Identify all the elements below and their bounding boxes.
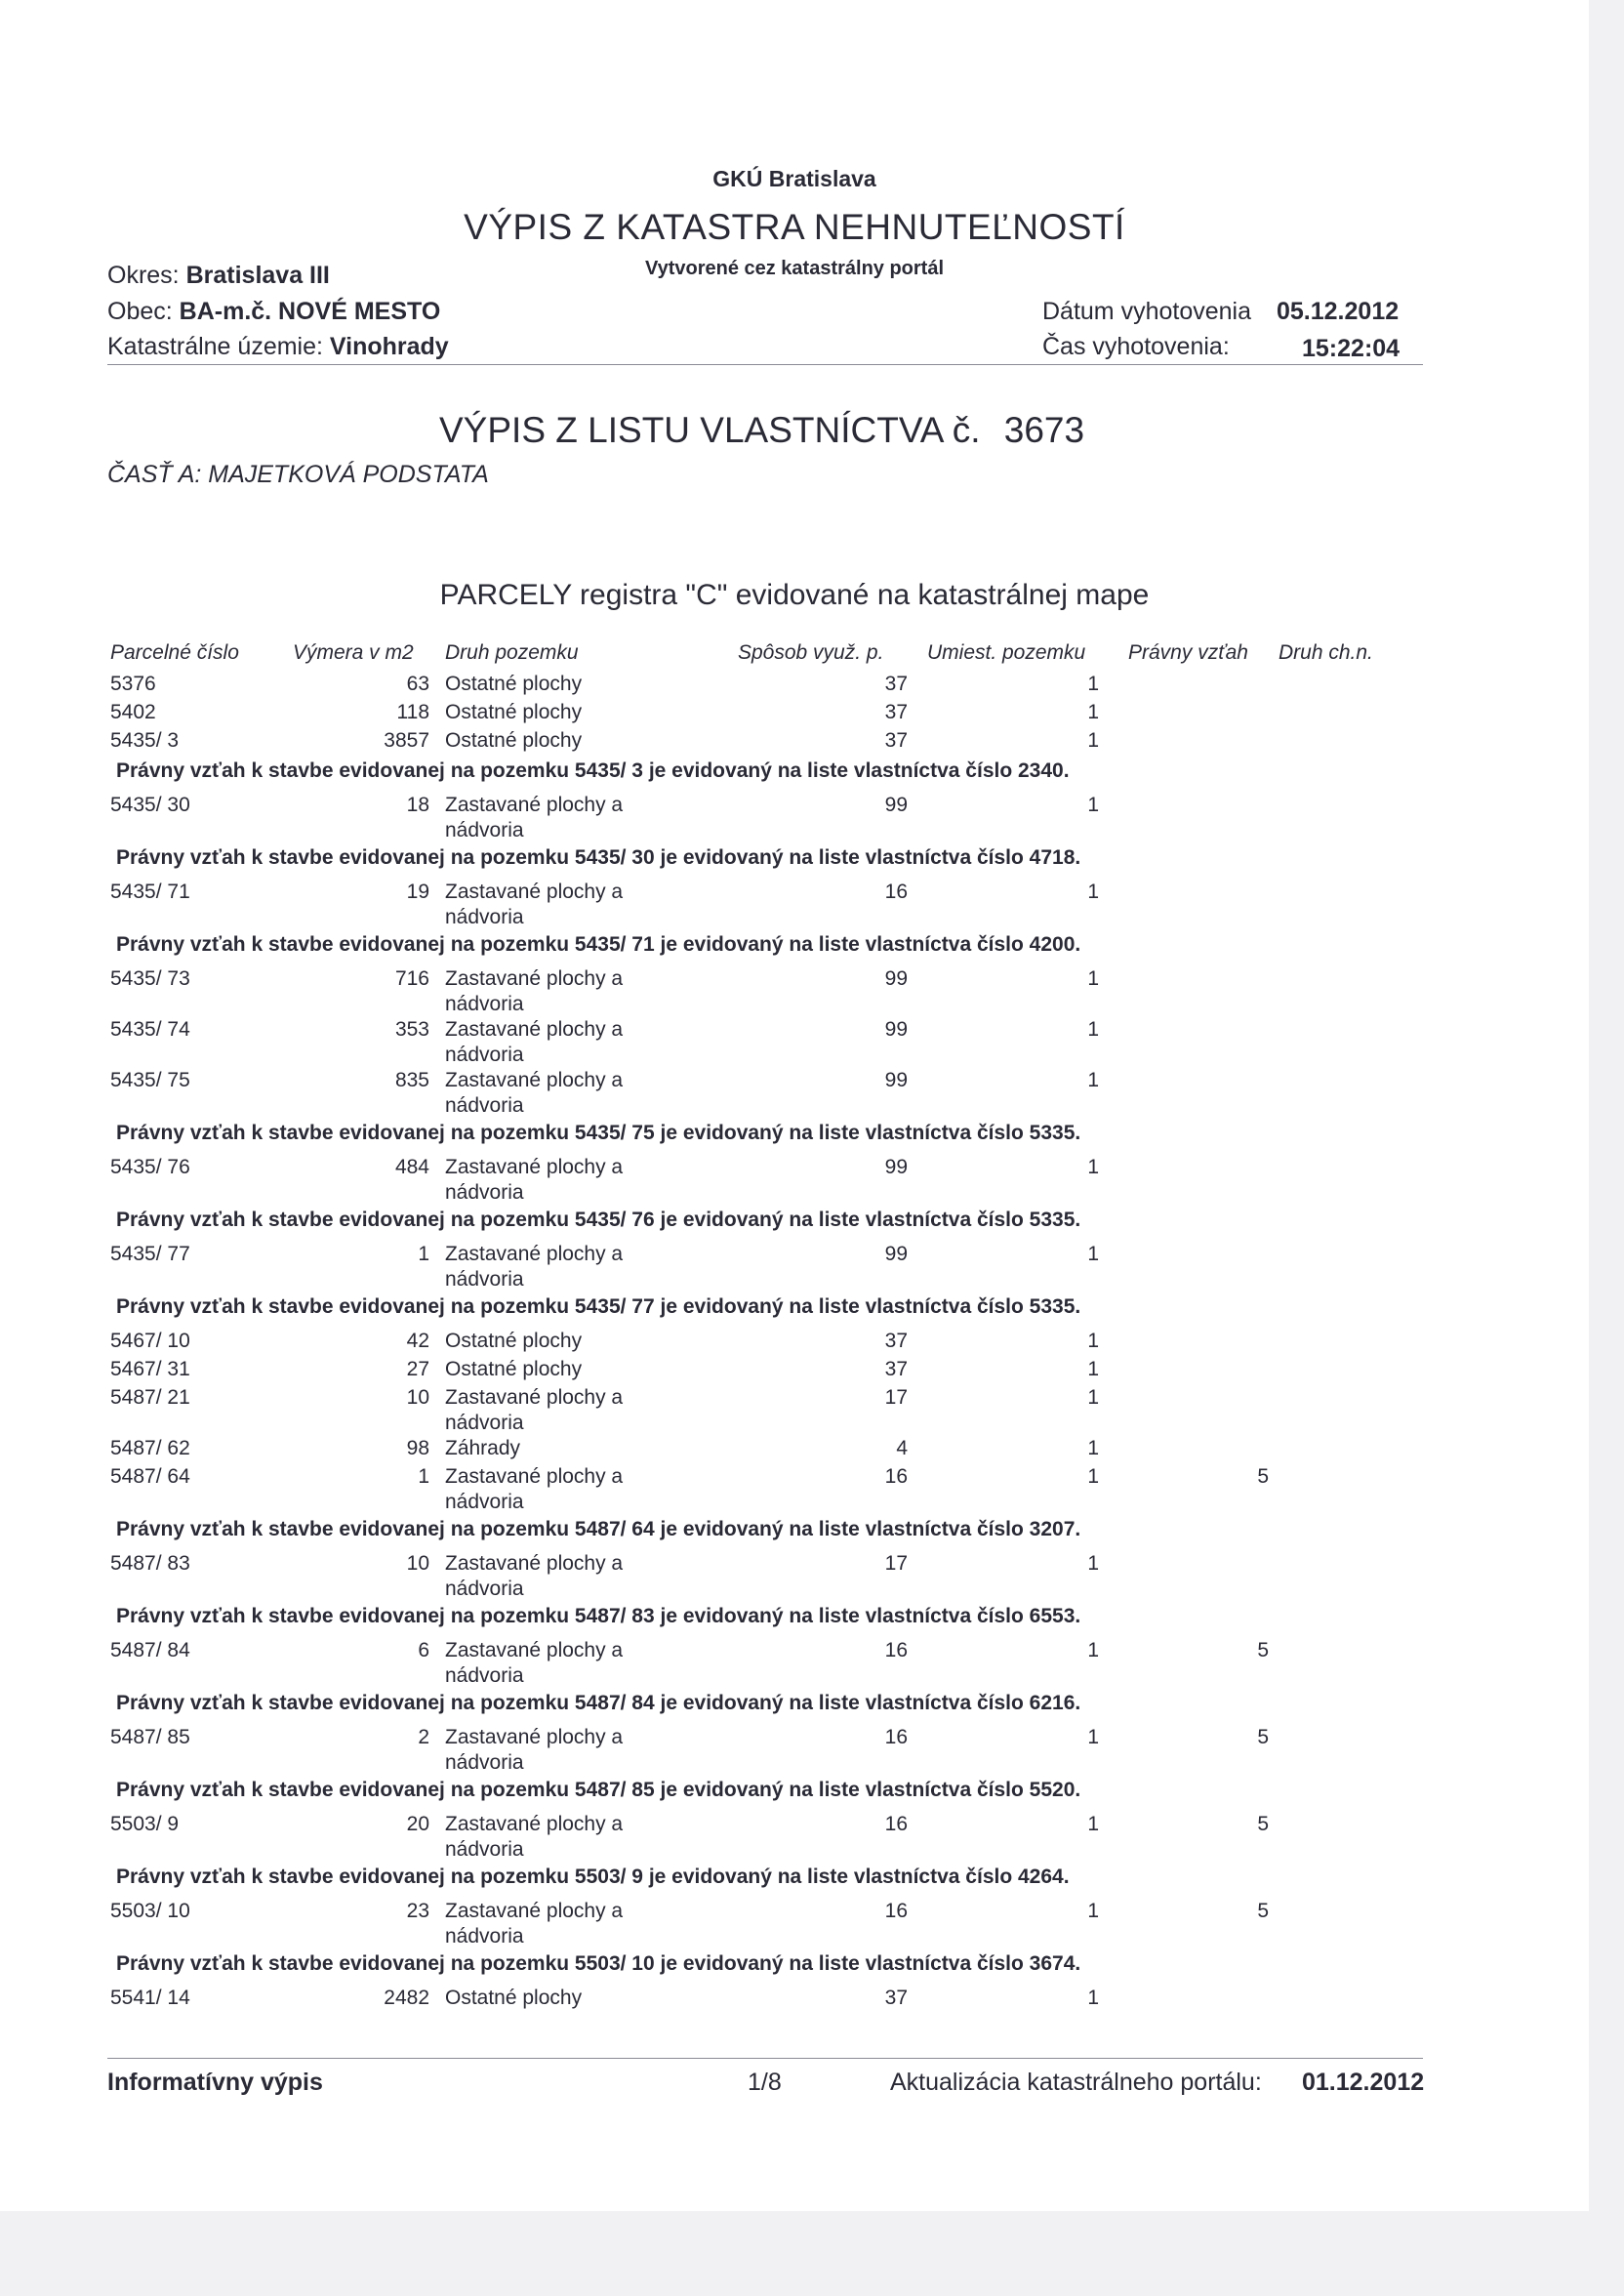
land-type-continued: nádvoria bbox=[445, 993, 524, 1015]
land-type: Ostatné plochy bbox=[445, 729, 583, 752]
ownership-title bbox=[439, 410, 1084, 451]
parcel-area: 19 bbox=[406, 881, 429, 903]
time-value: 15:22:04 bbox=[1302, 335, 1401, 362]
legal-relation-note: Právny vzťah k stavbe evidovanej na pozemku 5503/ 9 je evidovaný na liste vlastníctva číslo 4264. bbox=[116, 1866, 1070, 1888]
parcel-number: 5435/ 73 bbox=[110, 967, 190, 990]
ownership-title-text: VÝPIS Z LISTU VLASTNÍCTVA bbox=[439, 410, 943, 450]
footer-page: 1/8 bbox=[748, 2069, 782, 2096]
legal-relation-note: Právny vzťah k stavbe evidovanej na pozemku 5487/ 83 je evidovaný na liste vlastníctva číslo 6553. bbox=[116, 1605, 1081, 1627]
parcel-area: 10 bbox=[406, 1552, 429, 1575]
parcel-number: 5435/ 74 bbox=[110, 1018, 190, 1041]
document-title: VÝPIS Z KATASTRA NEHNUTEĽNOSTÍ bbox=[464, 207, 1125, 247]
table-row bbox=[0, 1639, 1589, 1687]
parcel-number: 5435/ 71 bbox=[110, 881, 190, 903]
legal-relation-note: Právny vzťah k stavbe evidovanej na pozemku 5435/ 77 je evidovaný na liste vlastníctva číslo 5335. bbox=[116, 1295, 1081, 1318]
table-row bbox=[0, 1900, 1589, 1948]
table-row bbox=[0, 1437, 1589, 1464]
land-type-continued: nádvoria bbox=[445, 1925, 524, 1948]
land-type-continued: nádvoria bbox=[445, 1181, 524, 1204]
parcel-number: 5435/ 77 bbox=[110, 1243, 190, 1265]
legal-relation-note: Právny vzťah k stavbe evidovanej na pozemku 5487/ 64 je evidovaný na liste vlastníctva číslo 3207. bbox=[116, 1518, 1081, 1540]
table-row bbox=[0, 1726, 1589, 1774]
land-use-code: 17 bbox=[884, 1552, 908, 1575]
location-code: 1 bbox=[1087, 729, 1099, 752]
parcel-area: 27 bbox=[406, 1358, 429, 1380]
parcel-area: 42 bbox=[406, 1330, 429, 1352]
land-use-code: 37 bbox=[884, 1987, 908, 2009]
parcel-number: 5487/ 83 bbox=[110, 1552, 190, 1575]
location-code: 1 bbox=[1087, 881, 1099, 903]
land-use-code: 37 bbox=[884, 701, 908, 723]
location-code: 1 bbox=[1087, 701, 1099, 723]
date-value: 05.12.2012 bbox=[1277, 298, 1400, 325]
parcel-number: 5487/ 62 bbox=[110, 1437, 190, 1459]
office-name: GKÚ Bratislava bbox=[712, 166, 876, 191]
cadastral-label: Katastrálne územie: bbox=[107, 333, 323, 360]
parcel-area: 18 bbox=[406, 794, 429, 816]
table-row bbox=[0, 1069, 1589, 1117]
land-use-code: 37 bbox=[884, 729, 908, 752]
col-area: Výmera v m2 bbox=[293, 641, 414, 664]
land-use-code: 99 bbox=[884, 794, 908, 816]
change-code: 5 bbox=[1257, 1639, 1269, 1661]
location-code: 1 bbox=[1087, 1987, 1099, 2009]
parcel-number: 5402 bbox=[110, 701, 156, 723]
land-type: Zastavané plochy a bbox=[445, 1639, 624, 1661]
land-type: Zastavané plochy a bbox=[445, 967, 624, 990]
land-use-code: 16 bbox=[884, 881, 908, 903]
land-type-continued: nádvoria bbox=[445, 1838, 524, 1861]
table-row bbox=[0, 881, 1589, 928]
land-use-code: 99 bbox=[884, 967, 908, 990]
location-code: 1 bbox=[1087, 1437, 1099, 1459]
parcel-number: 5435/ 75 bbox=[110, 1069, 190, 1091]
municipality-line bbox=[107, 298, 440, 326]
land-type: Ostatné plochy bbox=[445, 1358, 583, 1380]
parcel-area: 835 bbox=[394, 1069, 429, 1091]
parcel-number: 5487/ 84 bbox=[110, 1639, 190, 1661]
parcel-number: 5435/ 3 bbox=[110, 729, 180, 752]
change-code: 5 bbox=[1257, 1465, 1269, 1488]
change-code: 5 bbox=[1257, 1726, 1269, 1748]
col-parcel: Parcelné číslo bbox=[110, 641, 239, 664]
land-type: Zastavané plochy a bbox=[445, 1386, 624, 1409]
col-legal: Právny vzťah bbox=[1128, 641, 1248, 664]
land-use-code: 99 bbox=[884, 1018, 908, 1041]
parcel-number: 5467/ 31 bbox=[110, 1358, 190, 1380]
location-code: 1 bbox=[1087, 1465, 1099, 1488]
land-type-continued: nádvoria bbox=[445, 1578, 524, 1600]
col-type: Druh pozemku bbox=[445, 641, 579, 664]
table-row bbox=[0, 1330, 1589, 1357]
land-use-code: 16 bbox=[884, 1639, 908, 1661]
land-type: Ostatné plochy bbox=[445, 673, 583, 695]
ownership-number-prefix: č. bbox=[952, 410, 981, 450]
legal-relation-note: Právny vzťah k stavbe evidovanej na pozemku 5435/ 3 je evidovaný na liste vlastníctva číslo 2340. bbox=[116, 759, 1070, 782]
land-use-code: 99 bbox=[884, 1156, 908, 1178]
parcel-area: 1 bbox=[418, 1243, 429, 1265]
document-subtitle: Vytvorené cez katastrálny portál bbox=[644, 258, 945, 279]
location-code: 1 bbox=[1087, 794, 1099, 816]
land-type: Zastavané plochy a bbox=[445, 1900, 624, 1922]
land-type: Zastavané plochy a bbox=[445, 1552, 624, 1575]
land-use-code: 16 bbox=[884, 1726, 908, 1748]
footer-update-label: Aktualizácia katastrálneho portálu: bbox=[890, 2069, 1262, 2096]
legal-relation-note: Právny vzťah k stavbe evidovanej na pozemku 5435/ 75 je evidovaný na liste vlastníctva číslo 5335. bbox=[116, 1122, 1081, 1144]
table-row bbox=[0, 673, 1589, 700]
location-code: 1 bbox=[1087, 1726, 1099, 1748]
parcel-area: 484 bbox=[394, 1156, 429, 1178]
table-row bbox=[0, 1358, 1589, 1385]
land-type: Zastavané plochy a bbox=[445, 794, 624, 816]
parcel-number: 5487/ 85 bbox=[110, 1726, 190, 1748]
land-type-continued: nádvoria bbox=[445, 1094, 524, 1117]
parcel-area: 6 bbox=[418, 1639, 429, 1661]
parcel-area: 118 bbox=[396, 701, 429, 723]
land-type: Ostatné plochy bbox=[445, 1987, 583, 2009]
land-type-continued: nádvoria bbox=[445, 819, 524, 841]
land-use-code: 99 bbox=[884, 1069, 908, 1091]
land-type-continued: nádvoria bbox=[445, 1044, 524, 1066]
legal-relation-note: Právny vzťah k stavbe evidovanej na pozemku 5503/ 10 je evidovaný na liste vlastníctva číslo 3674. bbox=[116, 1952, 1081, 1975]
land-type: Zastavané plochy a bbox=[445, 881, 624, 903]
legal-relation-note: Právny vzťah k stavbe evidovanej na pozemku 5435/ 30 je evidovaný na liste vlastníctva číslo 4718. bbox=[116, 846, 1081, 869]
register-title: PARCELY registra "C" evidované na katastrálnej mape bbox=[439, 579, 1150, 611]
land-use-code: 37 bbox=[884, 673, 908, 695]
land-use-code: 37 bbox=[884, 1330, 908, 1352]
location-code: 1 bbox=[1087, 1813, 1099, 1835]
location-code: 1 bbox=[1087, 1386, 1099, 1409]
parcel-number: 5487/ 21 bbox=[110, 1386, 190, 1409]
parcel-area: 98 bbox=[406, 1437, 429, 1459]
location-code: 1 bbox=[1087, 673, 1099, 695]
ownership-part: ČASŤ A: MAJETKOVÁ PODSTATA bbox=[107, 461, 489, 488]
land-type: Zastavané plochy a bbox=[445, 1243, 624, 1265]
legal-relation-note: Právny vzťah k stavbe evidovanej na pozemku 5487/ 85 je evidovaný na liste vlastníctva číslo 5520. bbox=[116, 1779, 1081, 1801]
land-type: Zastavané plochy a bbox=[445, 1069, 624, 1091]
parcel-area: 63 bbox=[406, 673, 429, 695]
land-type-continued: nádvoria bbox=[445, 1268, 524, 1291]
land-type: Ostatné plochy bbox=[445, 1330, 583, 1352]
parcel-number: 5503/ 10 bbox=[110, 1900, 190, 1922]
district-line bbox=[107, 262, 330, 290]
land-type-continued: nádvoria bbox=[445, 1491, 524, 1513]
district-value: Bratislava III bbox=[185, 262, 330, 289]
municipality-value: BA-m.č. NOVÉ MESTO bbox=[179, 298, 441, 325]
table-row bbox=[0, 1243, 1589, 1291]
table-row bbox=[0, 1156, 1589, 1204]
header-divider bbox=[107, 364, 1423, 365]
district-label: Okres: bbox=[107, 262, 180, 289]
location-code: 1 bbox=[1087, 1330, 1099, 1352]
location-code: 1 bbox=[1087, 1900, 1099, 1922]
land-type: Zastavané plochy a bbox=[445, 1813, 624, 1835]
ownership-number: 3673 bbox=[1003, 410, 1085, 450]
parcel-area: 716 bbox=[394, 967, 429, 990]
parcel-area: 1 bbox=[418, 1465, 429, 1488]
land-use-code: 16 bbox=[884, 1465, 908, 1488]
change-code: 5 bbox=[1257, 1900, 1269, 1922]
parcel-number: 5376 bbox=[110, 673, 156, 695]
land-type-continued: nádvoria bbox=[445, 1664, 524, 1687]
footer-divider bbox=[107, 2058, 1423, 2059]
table-row bbox=[0, 1813, 1589, 1861]
table-row bbox=[0, 1552, 1589, 1600]
table-row bbox=[0, 1386, 1589, 1434]
land-use-code: 16 bbox=[884, 1813, 908, 1835]
table-row bbox=[0, 794, 1589, 841]
parcel-area: 20 bbox=[406, 1813, 429, 1835]
parcel-area: 3857 bbox=[384, 729, 429, 752]
land-type-continued: nádvoria bbox=[445, 1412, 524, 1434]
legal-relation-note: Právny vzťah k stavbe evidovanej na pozemku 5435/ 76 je evidovaný na liste vlastníctva číslo 5335. bbox=[116, 1209, 1081, 1231]
location-code: 1 bbox=[1087, 1639, 1099, 1661]
location-code: 1 bbox=[1087, 1018, 1099, 1041]
legal-relation-note: Právny vzťah k stavbe evidovanej na pozemku 5487/ 84 je evidovaný na liste vlastníctva číslo 6216. bbox=[116, 1692, 1081, 1714]
parcel-number: 5487/ 64 bbox=[110, 1465, 190, 1488]
location-code: 1 bbox=[1087, 967, 1099, 990]
legal-relation-note: Právny vzťah k stavbe evidovanej na pozemku 5435/ 71 je evidovaný na liste vlastníctva číslo 4200. bbox=[116, 933, 1081, 956]
change-code: 5 bbox=[1257, 1813, 1269, 1835]
land-use-code: 99 bbox=[884, 1243, 908, 1265]
land-type: Ostatné plochy bbox=[445, 701, 583, 723]
date-label: Dátum vyhotovenia bbox=[1042, 298, 1252, 325]
land-type: Zastavané plochy a bbox=[445, 1465, 624, 1488]
parcel-area: 10 bbox=[406, 1386, 429, 1409]
location-code: 1 bbox=[1087, 1243, 1099, 1265]
col-location: Umiest. pozemku bbox=[927, 641, 1086, 664]
land-type-continued: nádvoria bbox=[445, 906, 524, 928]
parcel-number: 5541/ 14 bbox=[110, 1987, 190, 2009]
land-type-continued: nádvoria bbox=[445, 1751, 524, 1774]
footer-update-value: 01.12.2012 bbox=[1302, 2069, 1425, 2096]
parcel-area: 2482 bbox=[384, 1987, 429, 2009]
parcel-area: 2 bbox=[418, 1726, 429, 1748]
land-use-code: 17 bbox=[884, 1386, 908, 1409]
location-code: 1 bbox=[1087, 1552, 1099, 1575]
land-use-code: 16 bbox=[884, 1900, 908, 1922]
parcel-area: 353 bbox=[394, 1018, 429, 1041]
parcel-number: 5435/ 30 bbox=[110, 794, 190, 816]
parcel-number: 5503/ 9 bbox=[110, 1813, 180, 1835]
land-type: Záhrady bbox=[445, 1437, 521, 1459]
cadastral-line bbox=[107, 333, 449, 361]
footer-left: Informatívny výpis bbox=[107, 2069, 323, 2096]
col-use: Spôsob využ. p. bbox=[738, 641, 884, 664]
parcel-number: 5435/ 76 bbox=[110, 1156, 190, 1178]
municipality-label: Obec: bbox=[107, 298, 173, 325]
parcel-area: 23 bbox=[406, 1900, 429, 1922]
table-row bbox=[0, 1018, 1589, 1066]
location-code: 1 bbox=[1087, 1069, 1099, 1091]
land-type: Zastavané plochy a bbox=[445, 1018, 624, 1041]
table-row bbox=[0, 1465, 1589, 1513]
location-code: 1 bbox=[1087, 1156, 1099, 1178]
land-type: Zastavané plochy a bbox=[445, 1156, 624, 1178]
col-change: Druh ch.n. bbox=[1279, 641, 1373, 664]
parcel-number: 5467/ 10 bbox=[110, 1330, 190, 1352]
land-use-code: 37 bbox=[884, 1358, 908, 1380]
land-use-code: 4 bbox=[896, 1437, 908, 1459]
table-row bbox=[0, 1987, 1589, 2014]
table-row bbox=[0, 701, 1589, 728]
table-row bbox=[0, 967, 1589, 1015]
table-row bbox=[0, 729, 1589, 757]
cadastral-value: Vinohrady bbox=[329, 333, 449, 360]
location-code: 1 bbox=[1087, 1358, 1099, 1380]
land-type: Zastavané plochy a bbox=[445, 1726, 624, 1748]
time-label: Čas vyhotovenia: bbox=[1042, 333, 1230, 360]
